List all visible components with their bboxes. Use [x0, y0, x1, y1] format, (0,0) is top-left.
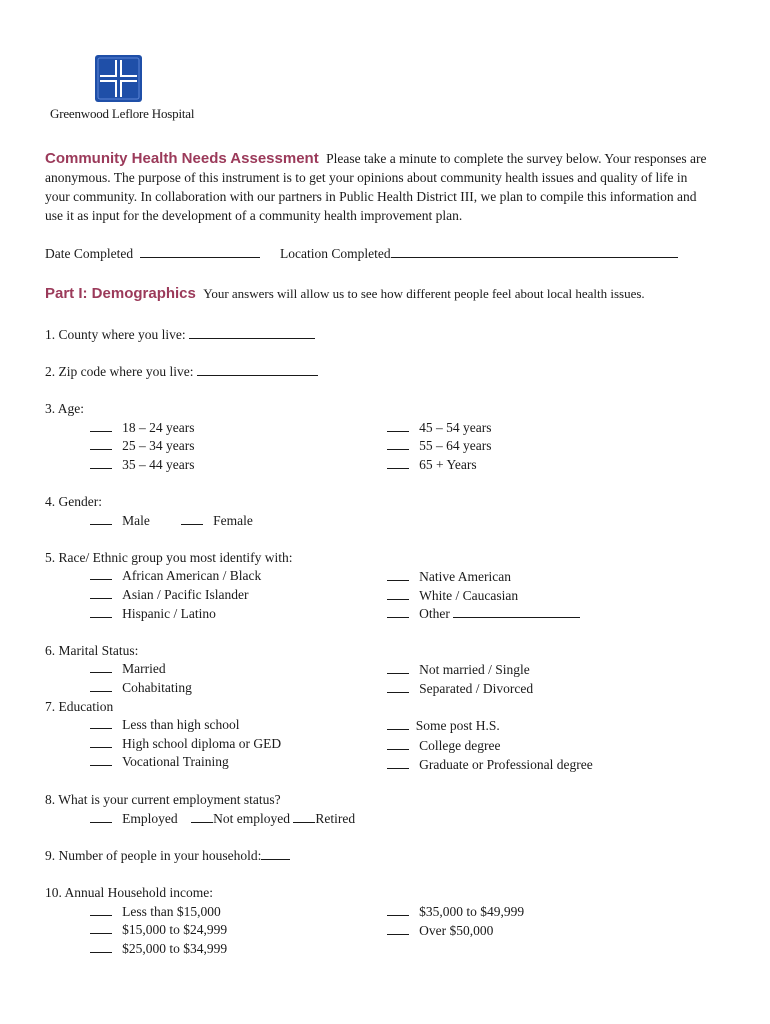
education-option[interactable]: Some post H.S.	[387, 718, 500, 734]
income-option[interactable]: Less than $15,000	[90, 904, 221, 920]
question-household-label: 9. Number of people in your household:	[45, 848, 262, 863]
age-option[interactable]: 25 – 34 years	[90, 438, 194, 454]
question-age: 3. Age:	[45, 401, 84, 416]
employment-option-retired[interactable]: Retired	[293, 811, 355, 826]
race-option[interactable]: African American / Black	[90, 568, 261, 584]
date-completed-label: Date Completed	[45, 246, 134, 261]
question-gender: 4. Gender:	[45, 494, 102, 509]
race-option[interactable]: Hispanic / Latino	[90, 606, 216, 622]
question-employment: 8. What is your current employment status?	[45, 792, 281, 807]
marital-option[interactable]: Separated / Divorced	[387, 681, 533, 697]
other-race-blank[interactable]	[453, 606, 580, 618]
age-option[interactable]: 65 + Years	[387, 457, 477, 473]
race-option[interactable]: White / Caucasian	[387, 588, 518, 604]
survey-title: Community Health Needs Assessment	[45, 150, 319, 167]
question-zip	[45, 364, 318, 380]
location-completed-field	[280, 246, 678, 262]
hospital-name: Greenwood Leflore Hospital	[50, 106, 195, 121]
race-option[interactable]: Asian / Pacific Islander	[90, 587, 248, 603]
question-education: 7. Education	[45, 699, 114, 714]
hospital-logo	[95, 55, 142, 102]
question-income: 10. Annual Household income:	[45, 885, 213, 900]
age-option[interactable]: 18 – 24 years	[90, 420, 194, 436]
gender-option-female[interactable]: Female	[181, 513, 253, 529]
date-completed-field	[45, 246, 260, 262]
part1-header	[45, 285, 645, 302]
location-completed-label: Location Completed	[280, 246, 391, 261]
education-option[interactable]: College degree	[387, 738, 500, 754]
intro-text: Please take a minute to complete the survey below. Your responses are anonymous. The purpose of this instrument is to get your opinions about community health issues and quality of life in your community. In collaboration with our partners in Public Health District III, we plan to compile this information and use it as input for the development of a community health improvement plan.	[45, 151, 707, 223]
household-blank[interactable]	[261, 848, 290, 860]
income-option[interactable]: $25,000 to $34,999	[90, 941, 227, 957]
zip-blank[interactable]	[197, 364, 318, 376]
question-race: 5. Race/ Ethnic group you most identify with:	[45, 550, 293, 565]
income-option[interactable]: $15,000 to $24,999	[90, 922, 227, 938]
location-completed-blank[interactable]	[391, 246, 678, 258]
education-option[interactable]: Vocational Training	[90, 754, 229, 770]
race-option[interactable]: Native American	[387, 569, 511, 585]
race-option-other[interactable]: Other	[387, 606, 580, 622]
education-option[interactable]: High school diploma or GED	[90, 736, 281, 752]
education-option[interactable]: Less than high school	[90, 717, 240, 733]
employment-options	[90, 811, 355, 827]
part1-title: Part I: Demographics	[45, 285, 196, 302]
gender-option-male[interactable]: Male	[90, 513, 150, 529]
question-marital: 6. Marital Status:	[45, 643, 139, 658]
age-option[interactable]: 45 – 54 years	[387, 420, 491, 436]
marital-option[interactable]: Married	[90, 661, 166, 677]
question-county	[45, 327, 315, 343]
date-completed-blank[interactable]	[140, 246, 260, 258]
employment-option-not-employed[interactable]: Not employed	[191, 811, 290, 826]
marital-option[interactable]: Not married / Single	[387, 662, 530, 678]
income-option[interactable]: Over $50,000	[387, 923, 493, 939]
intro-paragraph	[45, 149, 715, 225]
question-household	[45, 848, 290, 864]
age-option[interactable]: 35 – 44 years	[90, 457, 194, 473]
education-option[interactable]: Graduate or Professional degree	[387, 757, 593, 773]
age-option[interactable]: 55 – 64 years	[387, 438, 491, 454]
part1-description: Your answers will allow us to see how different people feel about local health issues.	[203, 286, 645, 301]
marital-option[interactable]: Cohabitating	[90, 680, 192, 696]
question-zip-label: 2. Zip code where you live:	[45, 364, 194, 379]
county-blank[interactable]	[189, 327, 315, 339]
income-option[interactable]: $35,000 to $49,999	[387, 904, 524, 920]
question-county-label: 1. County where you live:	[45, 327, 186, 342]
employment-option-employed[interactable]: Employed	[90, 811, 178, 826]
